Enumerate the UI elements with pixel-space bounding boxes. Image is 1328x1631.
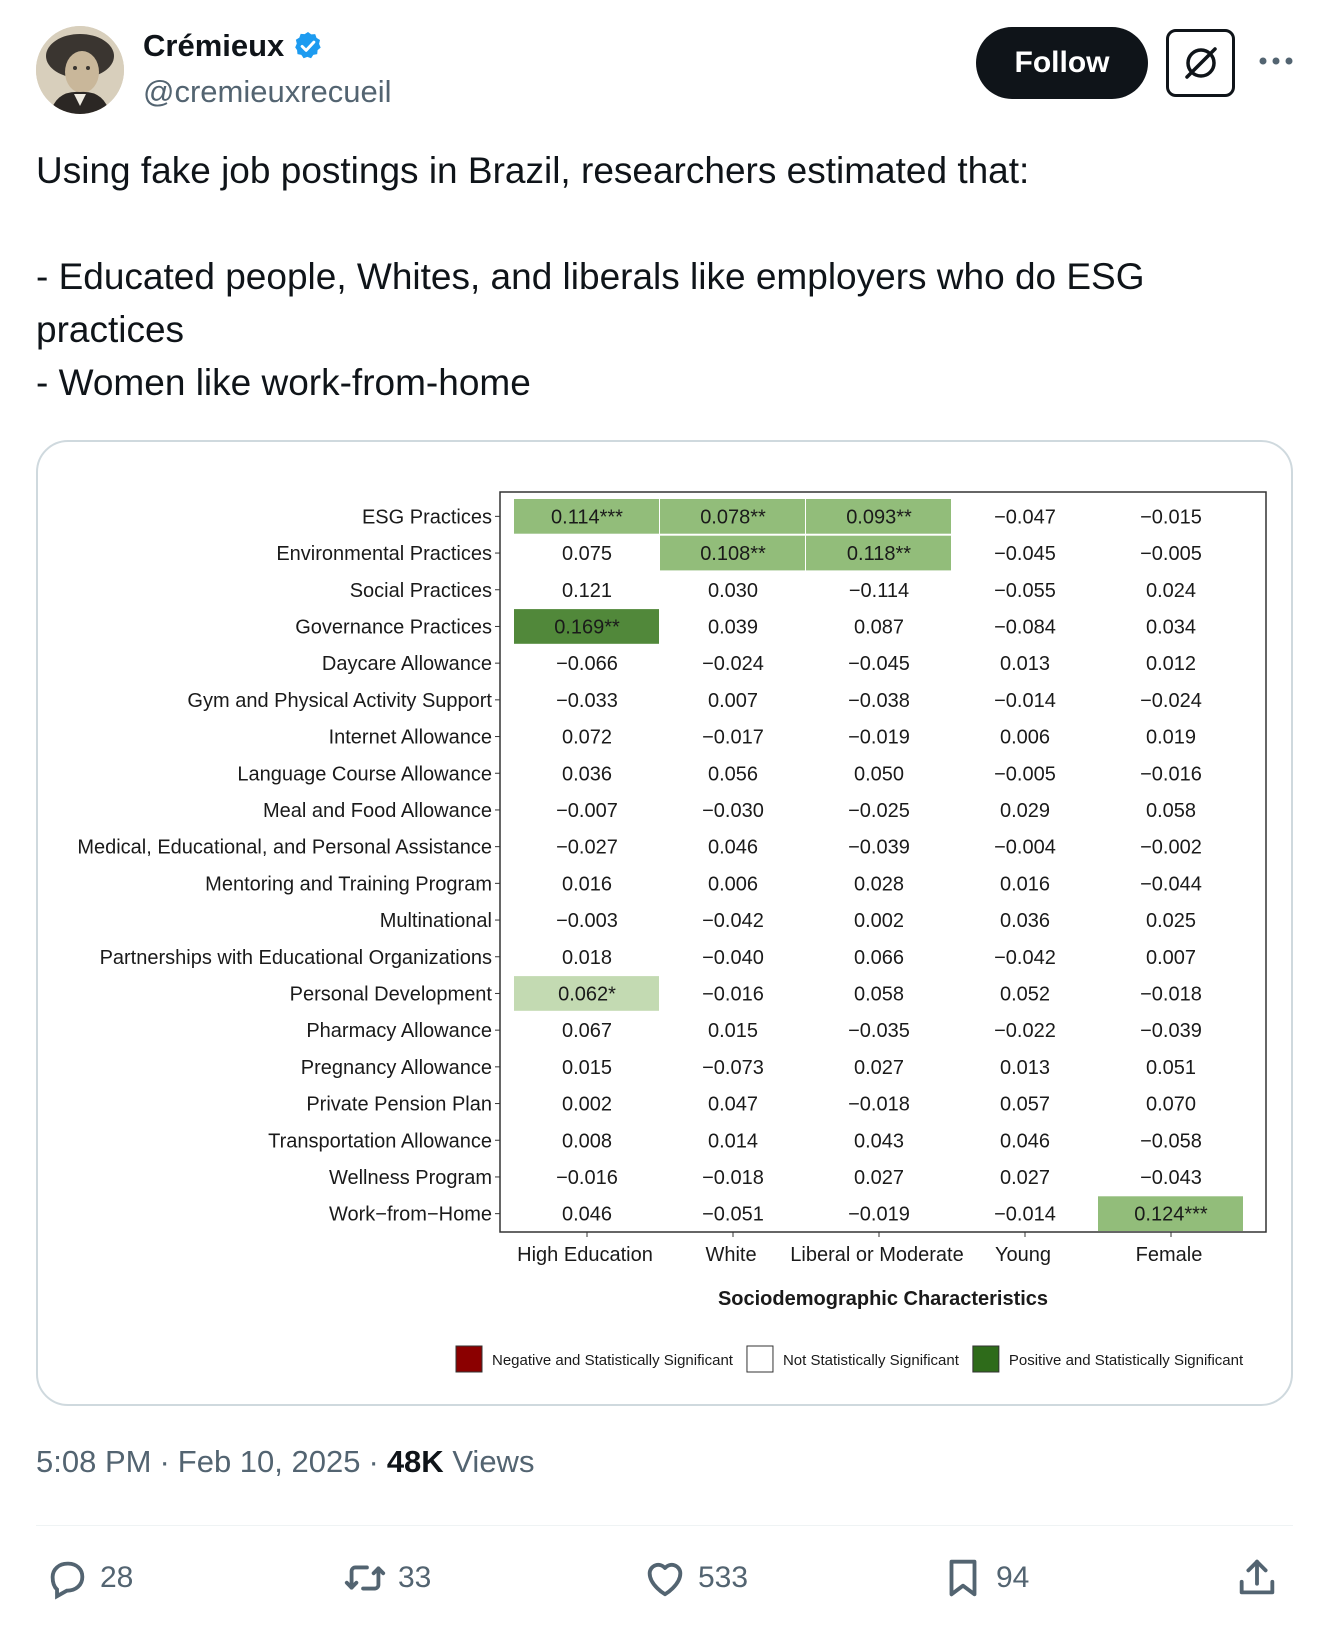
cell-value: 0.027: [853, 1166, 905, 1189]
cell-value: 0.025: [1145, 910, 1197, 933]
author-handle[interactable]: @cremieuxrecueil: [143, 74, 392, 109]
tweet-line-blank: [36, 197, 1296, 250]
cell-value: −0.002: [1140, 836, 1202, 859]
row-label: Daycare Allowance: [321, 653, 492, 676]
cell-value: −0.039: [1140, 1020, 1202, 1043]
avatar[interactable]: [36, 26, 124, 114]
cell-value: 0.056: [707, 763, 759, 786]
cell-value: 0.067: [561, 1020, 613, 1043]
row-label: Internet Allowance: [328, 726, 492, 749]
cell-value: −0.022: [994, 1020, 1056, 1043]
cell-value: 0.014: [707, 1130, 759, 1153]
cell-value: −0.016: [702, 983, 764, 1006]
row-label: Work−from−Home: [328, 1203, 492, 1226]
cell-value: 0.019: [1145, 726, 1197, 749]
row-label: Wellness Program: [328, 1166, 492, 1189]
legend-swatch: [456, 1346, 482, 1372]
share-icon: [1234, 1555, 1280, 1601]
grok-button[interactable]: [1166, 29, 1235, 97]
media-image[interactable]: [36, 440, 1293, 1406]
row-label: Language Course Allowance: [237, 763, 492, 786]
plot-frame: [500, 492, 1266, 1232]
cell-value: 0.108**: [700, 543, 766, 566]
cell-value: 0.118**: [846, 543, 912, 566]
cell-value: 0.058: [1145, 799, 1197, 822]
row-label: ESG Practices: [361, 506, 492, 529]
cell-value: 0.013: [999, 653, 1051, 676]
cell-value: −0.018: [1140, 983, 1202, 1006]
tweet-line: Using fake job postings in Brazil, researchers estimated that:: [36, 150, 1030, 191]
legend-label: Negative and Statistically Significant: [492, 1352, 733, 1369]
cell-value: −0.051: [702, 1203, 764, 1226]
cell-value: −0.033: [556, 689, 618, 712]
cell-value: 0.043: [853, 1130, 905, 1153]
cell-value: 0.015: [561, 1056, 613, 1079]
cell-value: 0.114***: [551, 506, 623, 529]
row-label: Personal Development: [289, 983, 492, 1006]
cell-value: −0.016: [1140, 763, 1202, 786]
cell-value: 0.029: [999, 799, 1051, 822]
heatmap-chart: [38, 442, 1293, 1406]
more-button[interactable]: [1255, 43, 1297, 79]
cell-value: 0.169**: [554, 616, 620, 639]
row-label: Governance Practices: [295, 616, 492, 639]
cell-value: 0.057: [999, 1093, 1051, 1116]
cell-value: −0.005: [1140, 543, 1202, 566]
cell-value: −0.073: [702, 1056, 764, 1079]
cell-value: −0.035: [848, 1020, 910, 1043]
x-axis-title: Sociodemographic Characteristics: [717, 1288, 1049, 1310]
cell-value: −0.025: [848, 799, 910, 822]
follow-button[interactable]: Follow: [976, 27, 1148, 99]
separator: ·: [368, 1444, 379, 1479]
cell-value: −0.027: [556, 836, 618, 859]
cell-value: −0.015: [1140, 506, 1202, 529]
row-label: Pregnancy Allowance: [300, 1056, 492, 1079]
cell-value: 0.078**: [700, 506, 766, 529]
row-label: Environmental Practices: [276, 543, 492, 566]
cell-value: 0.046: [707, 836, 759, 859]
tweet-timestamp[interactable]: [36, 1444, 534, 1480]
cell-value: 0.012: [1145, 653, 1197, 676]
cell-value: 0.027: [853, 1056, 905, 1079]
cell-value: 0.066: [853, 946, 905, 969]
column-label: Liberal or Moderate: [790, 1244, 964, 1266]
cell-value: −0.040: [702, 946, 764, 969]
avatar-image: [36, 26, 124, 114]
cell-value: 0.013: [999, 1056, 1051, 1079]
cell-value: 0.015: [707, 1020, 759, 1043]
repost-button[interactable]: [342, 1555, 431, 1601]
repost-count: 33: [398, 1561, 432, 1594]
repost-icon: [342, 1555, 388, 1601]
cell-value: −0.055: [994, 579, 1056, 602]
author-name-row[interactable]: [143, 28, 324, 64]
legend-label: Positive and Statistically Significant: [1008, 1352, 1244, 1369]
cell-value: 0.046: [999, 1130, 1051, 1153]
row-label: Multinational: [379, 910, 492, 933]
cell-value: 0.051: [1145, 1056, 1197, 1079]
cell-value: 0.046: [561, 1203, 613, 1226]
cell-value: −0.004: [994, 836, 1056, 859]
time: 5:08 PM: [36, 1444, 152, 1479]
grok-icon: [1179, 41, 1223, 85]
views: [387, 1444, 535, 1480]
cell-value: −0.114: [848, 579, 910, 602]
cell-value: −0.024: [1140, 689, 1202, 712]
cell-value: −0.042: [994, 946, 1056, 969]
share-button[interactable]: [1234, 1555, 1280, 1601]
column-label: Young: [995, 1244, 1051, 1266]
bookmark-icon: [940, 1555, 986, 1601]
cell-value: 0.030: [707, 579, 759, 602]
row-label: Medical, Educational, and Personal Assistance: [77, 836, 492, 859]
legend-label: Not Statistically Significant: [782, 1352, 959, 1369]
cell-value: 0.075: [561, 543, 613, 566]
cell-value: 0.018: [561, 946, 613, 969]
cell-value: −0.016: [556, 1166, 618, 1189]
views-count: 48K: [386, 1444, 444, 1479]
cell-value: 0.034: [1145, 616, 1197, 639]
cell-value: −0.044: [1140, 873, 1202, 896]
tweet-line: - Educated people, Whites, and liberals like employers who do ESG practices: [36, 256, 1145, 350]
more-icon: [1258, 56, 1294, 66]
cell-value: −0.017: [702, 726, 764, 749]
cell-value: −0.084: [994, 616, 1056, 639]
views-label: Views: [452, 1444, 535, 1479]
cell-value: 0.121: [561, 579, 613, 602]
cell-value: 0.002: [853, 910, 905, 933]
cell-value: −0.058: [1140, 1130, 1202, 1153]
cell-value: 0.028: [853, 873, 905, 896]
cell-value: −0.014: [994, 689, 1056, 712]
row-label: Private Pension Plan: [306, 1093, 492, 1116]
bookmark-count: 94: [996, 1561, 1030, 1594]
like-button[interactable]: [642, 1555, 748, 1601]
cell-value: 0.002: [561, 1093, 613, 1116]
legend-swatch: [747, 1346, 773, 1372]
cell-value: −0.030: [702, 799, 764, 822]
cell-value: 0.087: [853, 616, 905, 639]
cell-value: −0.043: [1140, 1166, 1202, 1189]
cell-value: −0.047: [994, 506, 1056, 529]
reply-button[interactable]: [44, 1555, 133, 1601]
cell-value: 0.007: [707, 689, 759, 712]
cell-value: 0.006: [999, 726, 1051, 749]
cell-value: −0.007: [556, 799, 618, 822]
cell-value: 0.024: [1145, 579, 1197, 602]
row-label: Pharmacy Allowance: [306, 1020, 492, 1043]
cell-value: −0.014: [994, 1203, 1056, 1226]
cell-value: 0.050: [853, 763, 905, 786]
cell-value: −0.003: [556, 910, 618, 933]
cell-value: −0.066: [556, 653, 618, 676]
column-label: White: [705, 1244, 757, 1266]
tweet-line: - Women like work-from-home: [36, 362, 531, 403]
row-label: Gym and Physical Activity Support: [187, 689, 492, 712]
cell-value: 0.052: [999, 983, 1051, 1006]
cell-value: 0.070: [1145, 1093, 1197, 1116]
row-label: Partnerships with Educational Organizations: [99, 946, 492, 969]
cell-value: 0.047: [707, 1093, 759, 1116]
cell-value: 0.072: [561, 726, 613, 749]
cell-value: −0.018: [702, 1166, 764, 1189]
reply-count: 28: [100, 1561, 134, 1594]
separator: ·: [159, 1444, 170, 1479]
tweet-text: [36, 144, 1296, 409]
cell-value: 0.036: [561, 763, 613, 786]
date: Feb 10, 2025: [177, 1444, 361, 1479]
cell-value: −0.038: [848, 689, 910, 712]
row-label: Social Practices: [349, 579, 492, 602]
cell-value: 0.093**: [846, 506, 912, 529]
row-label: Mentoring and Training Program: [205, 873, 492, 896]
cell-value: 0.016: [561, 873, 613, 896]
column-label: High Education: [517, 1244, 653, 1266]
cell-value: −0.018: [848, 1093, 910, 1116]
column-label: Female: [1135, 1244, 1203, 1266]
heart-icon: [642, 1555, 688, 1601]
cell-value: −0.019: [848, 726, 910, 749]
cell-value: 0.058: [853, 983, 905, 1006]
divider: [36, 1525, 1293, 1526]
cell-value: 0.124***: [1134, 1203, 1208, 1226]
cell-value: 0.008: [561, 1130, 613, 1153]
verified-badge-icon: [292, 30, 324, 62]
cell-value: 0.039: [707, 616, 759, 639]
display-name[interactable]: Crémieux: [143, 28, 285, 63]
cell-value: −0.045: [994, 543, 1056, 566]
cell-value: 0.036: [999, 910, 1051, 933]
like-count: 533: [698, 1561, 749, 1594]
cell-value: 0.007: [1145, 946, 1197, 969]
cell-value: −0.005: [994, 763, 1056, 786]
cell-value: 0.062*: [558, 983, 616, 1006]
reply-icon: [44, 1555, 90, 1601]
legend-swatch: [973, 1346, 999, 1372]
cell-value: −0.042: [702, 910, 764, 933]
cell-value: 0.016: [999, 873, 1051, 896]
cell-value: −0.024: [702, 653, 764, 676]
cell-value: −0.039: [848, 836, 910, 859]
cell-value: 0.027: [999, 1166, 1051, 1189]
cell-value: −0.045: [848, 653, 910, 676]
bookmark-button[interactable]: [940, 1555, 1029, 1601]
row-label: Transportation Allowance: [268, 1130, 492, 1153]
cell-value: 0.006: [707, 873, 759, 896]
row-label: Meal and Food Allowance: [262, 799, 492, 822]
cell-value: −0.019: [848, 1203, 910, 1226]
